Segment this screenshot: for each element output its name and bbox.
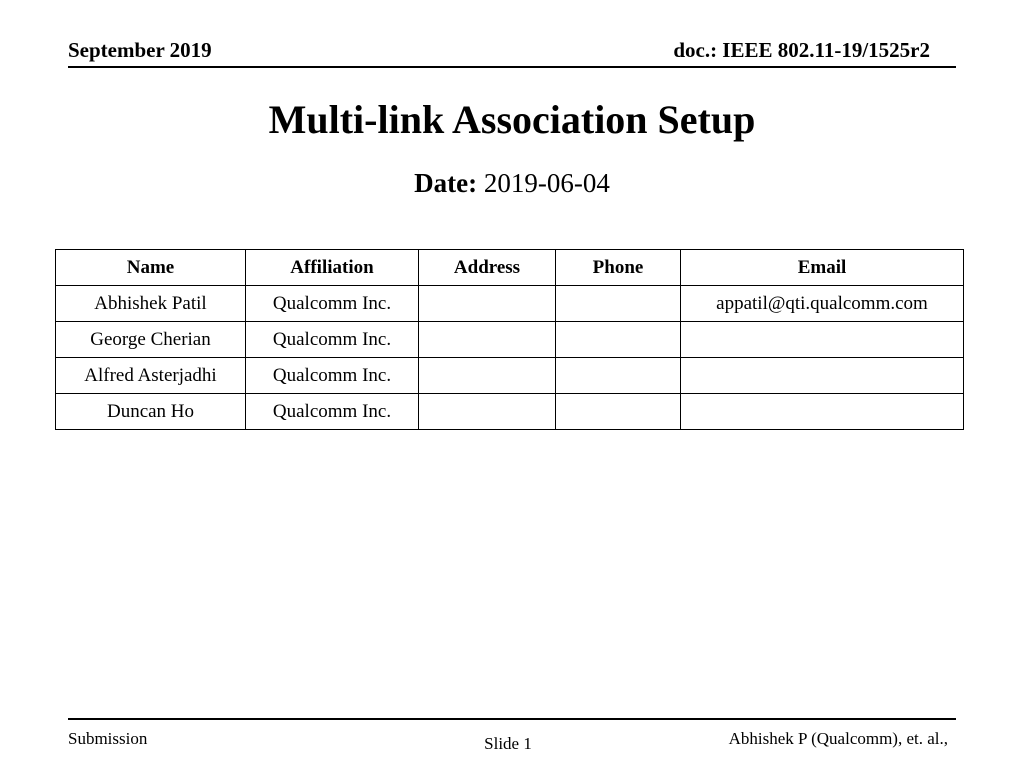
authors-table <box>55 249 964 430</box>
cell-name: Duncan Ho <box>56 394 246 430</box>
cell-email <box>681 394 964 430</box>
table-row <box>56 322 964 358</box>
cell-affiliation: Qualcomm Inc. <box>246 394 419 430</box>
footer-submission-label: Submission <box>68 729 148 748</box>
cell-address <box>419 358 556 394</box>
header-document-number: doc.: IEEE 802.11-19/1525r2 <box>673 38 930 62</box>
cell-phone <box>556 358 681 394</box>
slide-footer <box>68 726 956 752</box>
page-title: Multi-link Association Setup <box>268 97 756 142</box>
footer-slide-number: Slide 1 <box>484 734 532 753</box>
cell-affiliation: Qualcomm Inc. <box>246 322 419 358</box>
cell-address <box>419 286 556 322</box>
slide-header <box>68 38 956 68</box>
cell-name: Abhishek Patil <box>56 286 246 322</box>
footer-author: Abhishek P (Qualcomm), et. al., <box>728 729 949 748</box>
footer-divider <box>68 718 956 720</box>
cell-name: George Cherian <box>56 322 246 358</box>
column-header-phone: Phone <box>556 250 681 286</box>
date-label: Date: <box>414 168 478 198</box>
column-header-name: Name <box>56 250 246 286</box>
cell-name: Alfred Asterjadhi <box>56 358 246 394</box>
cell-affiliation: Qualcomm Inc. <box>246 358 419 394</box>
cell-address <box>419 322 556 358</box>
column-header-email: Email <box>681 250 964 286</box>
table-header-row <box>56 250 964 286</box>
cell-email <box>681 358 964 394</box>
table-row <box>56 286 964 322</box>
cell-address <box>419 394 556 430</box>
table-row <box>56 358 964 394</box>
cell-email: appatil@qti.qualcomm.com <box>681 286 964 322</box>
date-line <box>0 166 1024 200</box>
cell-affiliation: Qualcomm Inc. <box>246 286 419 322</box>
cell-phone <box>556 286 681 322</box>
column-header-address: Address <box>419 250 556 286</box>
column-header-affiliation: Affiliation <box>246 250 419 286</box>
cell-email <box>681 322 964 358</box>
header-date: September 2019 <box>68 38 212 62</box>
cell-phone <box>556 322 681 358</box>
table-row <box>56 394 964 430</box>
date-value: 2019-06-04 <box>483 168 610 198</box>
cell-phone <box>556 394 681 430</box>
